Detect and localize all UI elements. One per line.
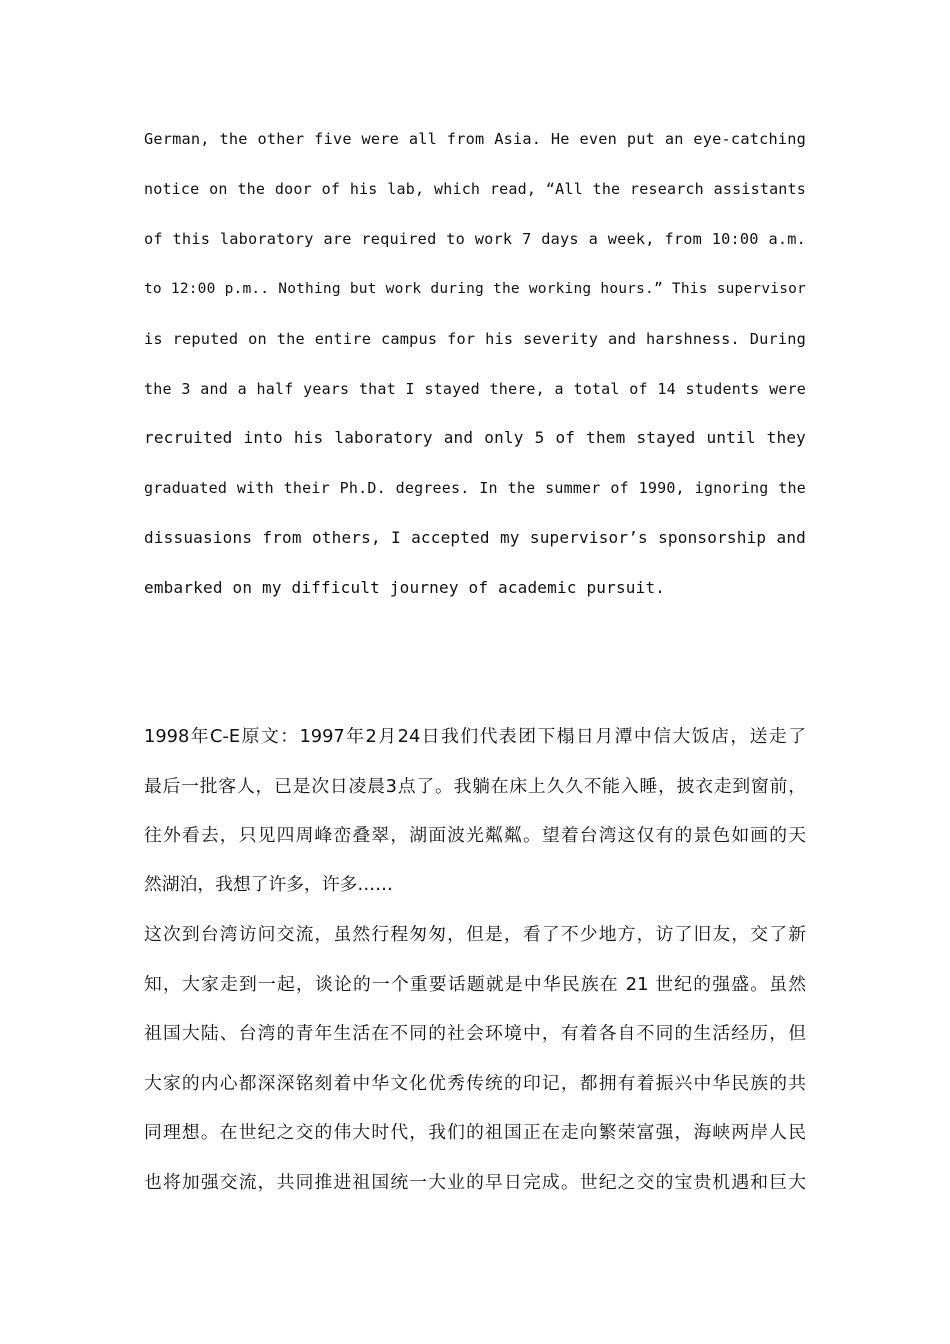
text-line: 最后一批客人，已是次日凌晨3点了。我躺在床上久久不能入睡，披衣走到窗前， [144, 776, 806, 797]
text-line: recruited into his laboratory and only 5 of them stayed until they [144, 428, 806, 447]
text-line: graduated with their Ph.D. degrees. In the summer of 1990, ignoring the [144, 479, 806, 497]
text-line: 这次到台湾访问交流，虽然行程匆匆，但是，看了不少地方，访了旧友，交了新 [144, 924, 806, 945]
text-line: notice on the door of his lab, which read, “All the research assistants [144, 180, 806, 198]
text-line: 也将加强交流，共同推进祖国统一大业的早日完成。世纪之交的宝贵机遇和巨大 [144, 1172, 806, 1193]
text-line: 同理想。在世纪之交的伟大时代，我们的祖国正在走向繁荣富强，海峡两岸人民 [144, 1122, 806, 1143]
text-line: embarked on my difficult journey of academic pursuit. [144, 578, 666, 597]
text-line: 1998年C-E原文：1997年2月24日我们代表团下榻日月潭中信大饭店，送走了 [144, 726, 806, 747]
text-line: 知，大家走到一起，谈论的一个重要话题就是中华民族在 21 世纪的强盛。虽然 [144, 974, 806, 995]
text-line: 大家的内心都深深铭刻着中华文化优秀传统的印记，都拥有着振兴中华民族的共 [144, 1073, 806, 1094]
text-line: 祖国大陆、台湾的青年生活在不同的社会环境中，有着各自不同的生活经历，但 [144, 1023, 806, 1044]
text-line: of this laboratory are required to work 7 days a week, from 10:00 a.m. [144, 230, 806, 248]
text-line: 往外看去，只见四周峰峦叠翠，湖面波光粼粼。望着台湾这仅有的景色如画的天 [144, 825, 806, 846]
text-line: the 3 and a half years that I stayed there, a total of 14 students were [144, 380, 806, 398]
text-line: is reputed on the entire campus for his severity and harshness. During [144, 330, 806, 348]
text-line: to 12:00 p.m.. Nothing but work during the working hours.” This supervisor [144, 281, 806, 297]
text-line: 然湖泊，我想了许多，许多…… [144, 874, 393, 895]
text-line: German, the other five were all from Asia. He even put an eye-catching [144, 130, 806, 148]
text-line: dissuasions from others, I accepted my supervisor’s sponsorship and [144, 528, 806, 547]
